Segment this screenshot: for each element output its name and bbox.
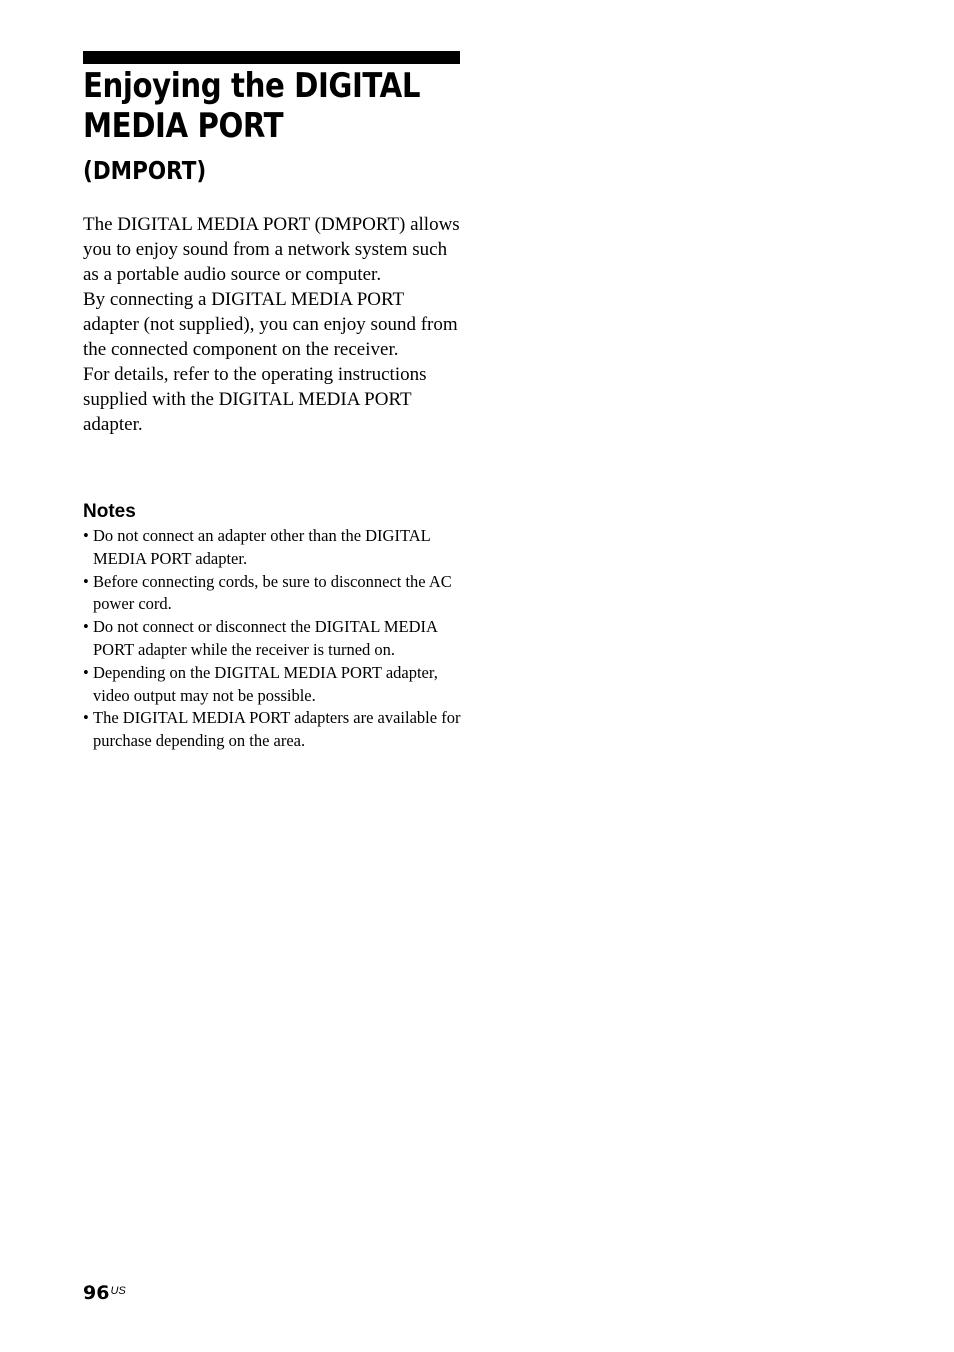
note-text: Do not connect an adapter other than the DIGITAL MEDIA PORT adapter. (93, 526, 431, 568)
bullet-glyph: • (83, 708, 89, 728)
note-item (83, 662, 463, 708)
section-header-rule (83, 51, 460, 64)
page-region-suffix: US (110, 1285, 126, 1297)
note-item (83, 707, 463, 753)
bullet-glyph: • (83, 617, 89, 637)
note-item (83, 525, 463, 571)
page-title-line-1: Enjoying the DIGITAL (83, 66, 421, 106)
page-title-line-2: MEDIA PORT (83, 106, 284, 146)
note-item (83, 616, 463, 662)
paragraph-details: For details, refer to the operating instructions supplied with the DIGITAL MEDIA PORT adapter. (83, 364, 427, 435)
paragraph-connecting: By connecting a DIGITAL MEDIA PORT adapter (not supplied), you can enjoy sound from the connected component on the receiver. (83, 289, 458, 360)
page-number-value: 96 (83, 1282, 110, 1304)
body-text (83, 212, 463, 437)
page-subtitle: (DMPORT) (83, 156, 207, 185)
note-text: Before connecting cords, be sure to disconnect the AC power cord. (93, 571, 452, 614)
notes-heading: Notes (83, 501, 136, 522)
paragraph-intro: The DIGITAL MEDIA PORT (DMPORT) allows you to enjoy sound from a network system such as a portable audio source or computer. (83, 214, 460, 285)
page-title (83, 66, 444, 146)
note-item (83, 571, 463, 617)
bullet-glyph: • (83, 526, 89, 545)
note-text: Do not connect or disconnect the DIGITAL MEDIA PORT adapter while the receiver is turned on. (93, 617, 438, 659)
bullet-glyph: • (83, 662, 89, 682)
notes-list (83, 525, 463, 753)
page-number (83, 1280, 126, 1306)
note-text: The DIGITAL MEDIA PORT adapters are available for purchase depending on the area. (93, 708, 461, 751)
bullet-glyph: • (83, 571, 89, 591)
note-text: Depending on the DIGITAL MEDIA PORT adapter, video output may not be possible. (93, 662, 438, 705)
